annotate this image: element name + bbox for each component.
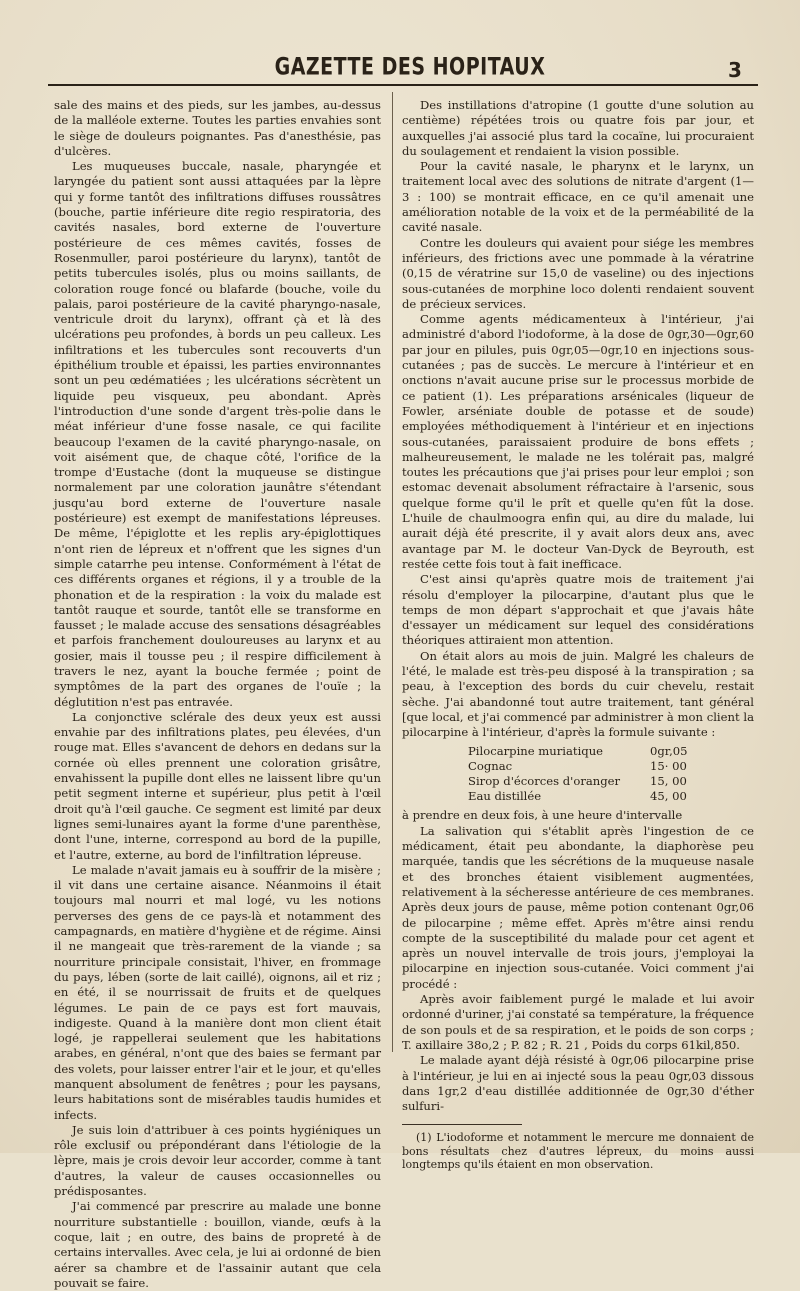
right-column bbox=[402, 98, 754, 1172]
column-divider bbox=[392, 92, 393, 1052]
paragraph: Pour la cavité nasale, le pharynx et le larynx, un traitement local avec des solutions de nitrate d'argent (1—3 : 100) se montrait efficace, en ce qu'il amenait une amélioration notable de la voix et de la perméabilité de la cavité nasale. bbox=[402, 159, 754, 235]
header-rule bbox=[48, 84, 758, 86]
ingredient-dose: 15· 00 bbox=[650, 759, 687, 774]
ingredient-name: Sirop d'écorces d'oranger bbox=[468, 774, 621, 789]
formula-row bbox=[468, 774, 708, 789]
paragraph: Les muqueuses buccale, nasale, pharyngée et laryngée du patient sont aussi attaquées par la lèpre qui y forme tantôt des infiltrations diffuses roussâtres (bouche, partie inférieure dite regio respiratoria, des cavités nasales, bord externe de l'ouverture postérieure de ces mêmes cavités, fosses de Rosenmuller, paroi postérieure du larynx), tantôt de petits tubercules isolés, plus ou moins saillants, de coloration rouge foncé ou blafarde (bouche, voile du palais, paroi postérieure de la cavité pharyngo-nasale, ventricule droit du larynx), offrant çà et là des ulcérations peu profondes, à bords un peu calleux. Les infiltrations et les tubercules sont recouverts d'un épithélium trouble et épaissi, les parties environnantes sont un peu œdématiées ; les ulcérations sécrètent un liquide peu visqueux, peu abondant. Après l'introduction d'une sonde d'argent très-polie dans le méat inférieur d'une fosse nasale, ce qui facilite beaucoup l'examen de la cavité pharyngo-nasale, on voit aisément que, de chaque côté, l'orifice de la trompe d'Eustache (dont la muqueuse se distingue normalement par une coloration jaunâtre s'étendant jusqu'au bord externe de l'ouverture nasale postérieure) est exempt de manifestations lépreuses. De même, l'épiglotte et les replis ary-épiglottiques n'ont rien de lépreux et n'offrent que les signes d'un simple catarrhe peu intense. Conformément à l'état de ces différents organes et régions, il y a trouble de la phonation et de la respiration : la voix du malade est tantôt rauque et sourde, tantôt elle se transforme en fausset ; le malade accuse des sensations désagréables et parfois franchement douloureuses au larynx et au gosier, mais il tousse peu ; il respire difficilement à travers le nez, ayant la bouche fermée ; point de symptômes de la part des organes de l'ouïe ; la déglutition n'est pas entravée. bbox=[54, 159, 381, 709]
ingredient-name: Cognac bbox=[468, 759, 513, 774]
ingredient-name: Eau distillée bbox=[468, 789, 542, 804]
paragraph: Après avoir faiblement purgé le malade et lui avoir ordonné d'uriner, j'ai constaté sa température, la fréquence de son pouls et de sa respiration, et le poids de son corps ; T. axillaire 38o,2 ; P. 82 ; R. 21 , Poids du corps 61kil,850. bbox=[402, 992, 754, 1052]
paragraph: Je suis loin d'attribuer à ces points hygiéniques un rôle exclusif ou prépondérant dans l'étiologie de la lèpre, mais je crois devoir leur accorder, comme à tant d'autres, la valeur de causes occasionnelles ou prédisposantes. bbox=[54, 1122, 381, 1199]
ingredient-dose: 15, 00 bbox=[650, 774, 687, 789]
paragraph: Le malade n'avait jamais eu à souffrir de la misère ; il vit dans une certaine aisance. Néanmoins il était toujours mal nourri et mal logé, vu les notions perverses des gens de ce pays-là et notamment des campagnards, en matière d'hygiène et de régime. Ainsi il ne mangeait que très-rarement de la viande ; sa nourriture principale consistait, l'hiver, en frommage du pays, lében (sorte de lait caillé), oignons, ail et riz ; en été, il se nourrissait de fruits et de quelques légumes. Le pain de ce pays est fort mauvais, indigeste. Quand à la manière dont mon client était logé, je rappellerai seulement que les habitations arabes, en général, n'ont que des baies se fermant par des volets, pour laisser entrer l'air et le jour, et qu'elles manquent absolument de fenêtres ; pour les paysans, leurs habitations sont de misérables taudis humides et infects. bbox=[54, 862, 381, 1122]
paragraph: C'est ainsi qu'après quatre mois de traitement j'ai résolu d'employer la pilocarpine, d'autant plus que le temps de mon départ s'approchait et que j'avais hâte d'essayer un médicament sur lequel des considérations théoriques attiraient mon attention. bbox=[402, 572, 754, 648]
journal-title: GAZETTE DES HOPITAUX bbox=[274, 53, 546, 81]
paragraph: Comme agents médicamenteux à l'intérieur, j'ai administré d'abord l'iodoforme, à la dose de 0gr,30—0gr,60 par jour en pilules, puis 0gr,05—0gr,10 en injections sous-cutanées ; pas de succès. Le mercure à l'intérieur et en onctions n'avait aucune prise sur le processus morbide de ce patient (1). Les préparations arsénicales (liqueur de Fowler, arséniate double de potasse et de soude) employées méthodiquement à l'intérieur et en injections sous-cutanées, paraissaient produire de bons effets ; malheureusement, le malade ne les tolérait pas, malgré toutes les précautions que j'ai prises pour leur emploi ; son estomac devenait absolument réfractaire à l'arsenic, sous quelque forme qu'il le prît et quelle qu'en fût la dose. L'huile de chaulmoogra enfin qui, au dire du malade, lui aurait déjà été prescrite, il y avait alors deux ans, avec avantage par M. le docteur Van-Dyck de Beyrouth, est restée cette fois tout à fait inefficace. bbox=[402, 312, 754, 571]
footnote-rule bbox=[402, 1124, 522, 1125]
formula-row bbox=[468, 759, 708, 774]
formula-row bbox=[468, 744, 708, 759]
ingredient-dose: 45, 00 bbox=[650, 789, 687, 804]
left-column bbox=[54, 98, 381, 1291]
paragraph: J'ai commencé par prescrire au malade une bonne nourriture substantielle : bouillon, viande, œufs à la coque, lait ; en outre, des bains de propreté à de certains intervalles. Avec cela, je lui ai ordonné de bien aérer sa chambre et de l'assainir autant que cela pouvait se faire. bbox=[54, 1199, 381, 1290]
paragraph: Des instillations d'atropine (1 goutte d'une solution au centième) répétées trois ou quatre fois par jour, et auxquelles j'ai associé plus tard la cocaïne, lui procuraient du soulagement et rendaient la vision possible. bbox=[402, 98, 754, 158]
paragraph: Contre les douleurs qui avaient pour siége les membres inférieurs, des frictions avec une pommade à la vératrine (0,15 de vératrine sur 15,0 de vaseline) ou des injections sous-cutanées de morphine loco dolenti rendaient souvent de précieux services. bbox=[402, 235, 754, 311]
ingredient-name: Pilocarpine muriatique bbox=[468, 744, 604, 759]
paragraph: Le malade ayant déjà résisté à 0gr,06 pilocarpine prise à l'intérieur, je lui en ai injecté sous la peau 0gr,03 dissous dans 1gr,2 d'eau distillée additionnée de 0gr,30 d'éther sulfuri- bbox=[402, 1053, 754, 1114]
prescription-formula bbox=[468, 744, 708, 804]
paragraph: sale des mains et des pieds, sur les jambes, au-dessus de la malléole externe. Toutes les parties envahies sont le siège de douleurs poignantes. Pas d'anesthésie, pas d'ulcères. bbox=[54, 98, 381, 158]
paragraph: La salivation qui s'établit après l'ingestion de ce médicament, était peu abondante, la diaphorèse peu marquée, tandis que les sécrétions de la muqueuse nasale et des bronches étaient visiblement augmentées, relativement à la sécheresse antérieure de ces membranes. Après deux jours de pause, même potion contenant 0gr,06 de pilocarpine ; même effet. Après m'être ainsi rendu compte de la susceptibilité du malade pour cet agent et après un nouvel intervalle de trois jours, j'employai la pilocarpine en injection sous-cutanée. Voici comment j'ai procédé : bbox=[402, 823, 754, 991]
paragraph: La conjonctive sclérale des deux yeux est aussi envahie par des infiltrations plates, peu élevées, d'un rouge mat. Elles s'avancent de dehors en dedans sur la cornée où elles prennent une coloration grisâtre, envahissent la pupille dont elles ne laissent libre qu'un petit segment interne et supérieur, plus petit à l'œil droit qu'à l'œil gauche. Ce segment est limité par deux lignes semi-lunaires ayant la forme d'une parenthèse, dont l'une, interne, correspond au bord de la pupille, et l'autre, externe, au bord de l'infiltration lépreuse. bbox=[54, 709, 381, 862]
page-number: 3 bbox=[728, 58, 742, 82]
footnote-text: (1) L'iodoforme et notamment le mercure me donnaient de bons résultats chez d'autres lépreux, du moins aussi longtemps qu'ils étaient en mon observation. bbox=[402, 1131, 754, 1172]
paragraph: On était alors au mois de juin. Malgré les chaleurs de l'été, le malade est très-peu disposé à la transpiration ; sa peau, à l'exception des bords du cuir chevelu, restait sèche. J'ai abandonné tout autre traitement, tant général [que local, et j'ai commencé par administrer à mon client la pilocarpine à l'intérieur, d'après la formule suivante : bbox=[402, 648, 754, 740]
paragraph: à prendre en deux fois, à une heure d'intervalle bbox=[402, 808, 683, 823]
ingredient-dose: 0gr,05 bbox=[650, 744, 688, 759]
formula-row bbox=[468, 789, 708, 804]
footnote bbox=[402, 1131, 754, 1171]
